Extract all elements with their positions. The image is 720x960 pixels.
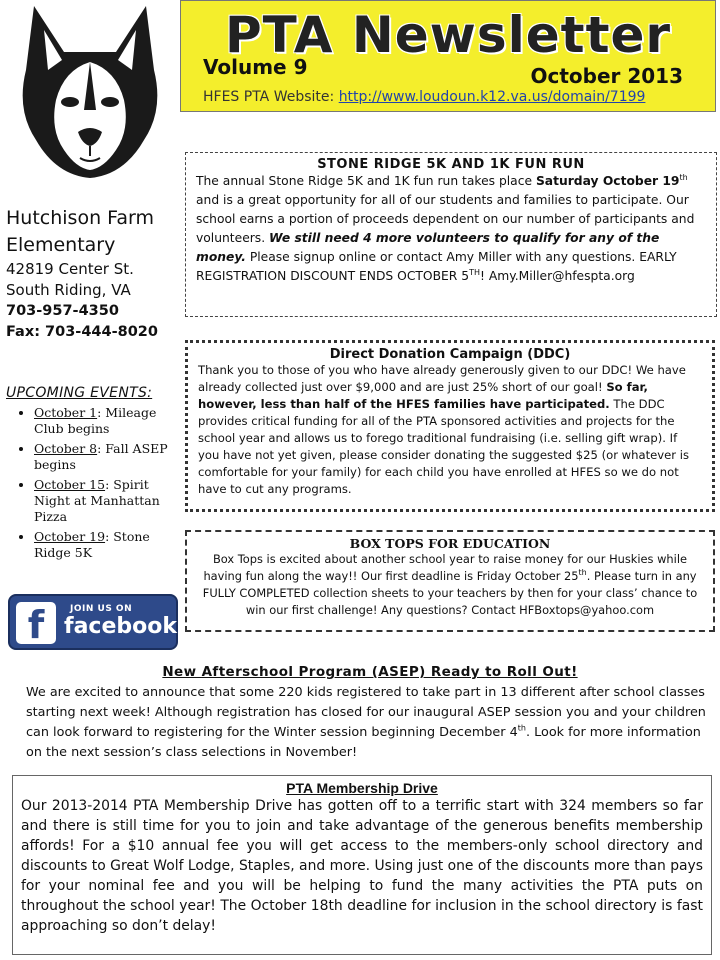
ddc-heading: Direct Donation Campaign (DDC) bbox=[329, 347, 571, 362]
upcoming-events bbox=[6, 385, 176, 565]
event-item bbox=[34, 441, 176, 473]
stone-ridge-body bbox=[196, 172, 706, 286]
stone-ridge-sup: th bbox=[679, 172, 688, 182]
event-item bbox=[34, 529, 176, 561]
husky-logo bbox=[4, 0, 176, 182]
website-label: HFES PTA Website: bbox=[203, 89, 339, 105]
website-line bbox=[203, 89, 645, 105]
membership-heading: PTA Membership Drive bbox=[286, 780, 438, 796]
event-text: : Fall ASEP begins bbox=[34, 441, 168, 472]
volume-label: Volume 9 bbox=[203, 55, 308, 79]
stone-ridge-volunteer-note: We still need 4 more volunteers to qualify for any of the money. bbox=[196, 231, 660, 264]
school-phone: 703-957-4350 bbox=[6, 303, 119, 319]
ddc-text: The DDC provides critical funding for all of the PTA sponsored activities and projects for the school year and allows us to forego traditional fundraising (i.e. selling gift wrap). If you have not yet given, please consider donating the suggested $25 (or whatever is comfortable for your family) for each child you have enrolled at HFES so we do not have to cut any programs. bbox=[198, 397, 689, 496]
stone-ridge-date: Saturday October 19 bbox=[535, 174, 680, 188]
school-fax: Fax: 703-444-8020 bbox=[6, 324, 158, 340]
asep-body bbox=[26, 683, 720, 763]
issue-date: October 2013 bbox=[530, 64, 683, 88]
membership-body: Our 2013-2014 PTA Membership Drive has gotten off to a terrific start with 324 members so far and there is still time for you to join and take advantage of the generous benefits membership affords! For a $10 annual fee you will get access to the members-only school directory and discounts to Great Wolf Lodge, Staples, and more. Using just one of the discounts more than pays for your nominal fee and you will be helping to fund the many activities the PTA puts on throughout the school year! The October 18th deadline for inclusion in the school directory is fast approaching so don’t delay! bbox=[21, 798, 703, 934]
stone-ridge-sup: TH bbox=[469, 267, 480, 277]
newsletter-banner bbox=[180, 0, 716, 112]
event-text: : Spirit Night at Manhattan Pizza bbox=[34, 477, 160, 524]
school-info bbox=[6, 205, 176, 343]
events-list bbox=[6, 405, 176, 561]
event-date: October 8 bbox=[34, 441, 98, 456]
ddc-box bbox=[185, 340, 715, 512]
events-heading: UPCOMING EVENTS: bbox=[6, 385, 153, 401]
school-name-line2: Elementary bbox=[6, 234, 116, 256]
box-tops-body bbox=[197, 551, 703, 619]
box-tops-text: . Please turn in any FULLY COMPLETED collection sheets to your teachers by then for your class’ chance to win our first challenge! Any questions? Contact HFBoxtops@yahoo.com bbox=[202, 569, 698, 617]
stone-ridge-box bbox=[185, 152, 717, 317]
event-date: October 15 bbox=[34, 477, 106, 492]
asep-sup: th bbox=[517, 723, 526, 733]
asep-text: We are excited to announce that some 220 kids registered to take part in 13 different after school classes starting next week! Although registration has closed for our inaugural ASEP session you and your children can look forward to registering for the Winter session beginning December 4 bbox=[26, 685, 706, 740]
facebook-join-text: JOIN US ON bbox=[70, 604, 133, 614]
stone-ridge-text: Please signup online or contact Amy Miller with any questions. EARLY REGISTRATION DISCOUNT ENDS OCTOBER 5 bbox=[196, 250, 677, 283]
event-item bbox=[34, 405, 176, 437]
event-text: : Mileage Club begins bbox=[34, 405, 157, 436]
box-tops-box bbox=[185, 530, 715, 632]
facebook-label: facebook bbox=[64, 614, 177, 639]
newsletter-title: PTA Newsletter bbox=[224, 6, 672, 64]
school-address2: South Riding, VA bbox=[6, 281, 131, 299]
ddc-emphasis: So far, however, less than half of the HFES families have participated. bbox=[198, 380, 648, 411]
asep-section bbox=[20, 664, 720, 763]
box-tops-text: Box Tops is excited about another school year to raise money for our Huskies while having fun along the way!! Our first deadline is Friday October 25 bbox=[203, 552, 687, 583]
asep-heading: New Afterschool Program (ASEP) Ready to Roll Out! bbox=[162, 664, 578, 680]
event-date: October 19 bbox=[34, 529, 106, 544]
event-text: : Stone Ridge 5K bbox=[34, 529, 150, 560]
stone-ridge-heading: STONE RIDGE 5K AND 1K FUN RUN bbox=[317, 157, 585, 172]
event-item bbox=[34, 477, 176, 525]
school-name-line1: Hutchison Farm bbox=[6, 207, 154, 229]
ddc-body bbox=[198, 362, 702, 498]
facebook-icon: f bbox=[16, 602, 56, 644]
event-date: October 1 bbox=[34, 405, 98, 420]
stone-ridge-contact: ! Amy.Miller@hfespta.org bbox=[480, 269, 635, 283]
ddc-text: Thank you to those of you who have already generously given to our DDC! We have already collected just over $9,000 and are just 25% short of our goal! bbox=[198, 363, 686, 394]
asep-text: . Look for more information on the next session’s class selections in November! bbox=[26, 725, 701, 760]
box-tops-heading: BOX TOPS FOR EDUCATION bbox=[349, 536, 551, 551]
stone-ridge-text: and is a great opportunity for all of our students and families to participate. Our school earns a portion of proceeds dependent on our number of participants and volunteers. bbox=[196, 193, 695, 245]
website-link[interactable]: http://www.loudoun.k12.va.us/domain/7199 bbox=[338, 89, 646, 105]
stone-ridge-text: The annual Stone Ridge 5K and 1K fun run takes place bbox=[196, 174, 536, 188]
school-address1: 42819 Center St. bbox=[6, 260, 134, 278]
membership-box bbox=[12, 775, 712, 955]
box-tops-sup: th bbox=[578, 568, 587, 578]
facebook-badge[interactable] bbox=[8, 594, 178, 650]
